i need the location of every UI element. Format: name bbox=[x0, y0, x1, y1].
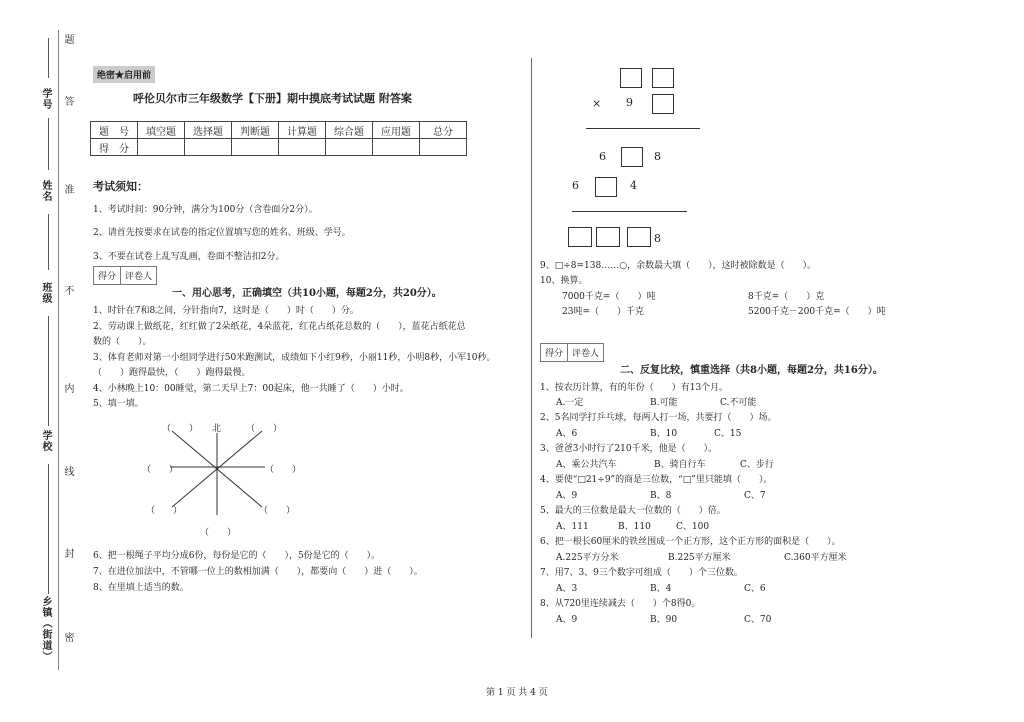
choice-option[interactable]: C、100 bbox=[676, 522, 710, 532]
question-item: 8、在里填上适当的数。 bbox=[93, 583, 189, 593]
compass-blank-s[interactable]: （ ） bbox=[200, 528, 237, 538]
score-header-cell: 选择题 bbox=[185, 122, 232, 139]
question-item: 2、劳动课上做纸花，红红做了2朵纸花，4朵蓝花，红花占纸花总数的（ ），蓝花占纸花总 bbox=[93, 322, 466, 332]
question-item: 10、换算。 bbox=[540, 276, 588, 286]
choice-option[interactable]: A、9 bbox=[556, 491, 578, 501]
grader-score-label: 得分 bbox=[94, 267, 121, 284]
choice-option[interactable]: B.可能 bbox=[650, 398, 678, 408]
page-title: 呼伦贝尔市三年级数学【下册】期中摸底考试试题 附答案 bbox=[133, 92, 412, 105]
result-line bbox=[586, 128, 700, 129]
choice-option[interactable]: A.一定 bbox=[556, 398, 584, 408]
choice-option[interactable]: C、15 bbox=[714, 429, 742, 439]
choice-option[interactable]: A、6 bbox=[556, 429, 578, 439]
seal-char: 准 bbox=[62, 184, 73, 195]
question-item: 7、在进位加法中，不管哪一位上的数相加满（ ），都要向（ ）进（ ）。 bbox=[93, 567, 423, 577]
partial-digit: 8 bbox=[654, 150, 661, 163]
choice-option[interactable]: A、乘公共汽车 bbox=[556, 460, 617, 470]
conversion-item: 23吨=（ ）千克 bbox=[562, 307, 644, 317]
notice-title: 考试须知： bbox=[93, 180, 148, 193]
score-cell[interactable] bbox=[420, 139, 467, 156]
choice-option[interactable]: B、骑自行车 bbox=[654, 460, 706, 470]
compass-blank-ne[interactable]: （ ） bbox=[246, 424, 283, 434]
seal-char: 封 bbox=[62, 548, 73, 559]
question-item: 3、体育老师对第一小组同学进行50米跑测试，成绩如下小红9秒，小丽11秒，小明8秒，小军10秒。 bbox=[93, 353, 496, 363]
score-row-label: 得 分 bbox=[91, 139, 138, 156]
margin-blank-line bbox=[48, 464, 49, 594]
choice-option[interactable]: C、70 bbox=[744, 615, 772, 625]
choice-option[interactable]: C、7 bbox=[744, 491, 766, 501]
score-cell[interactable] bbox=[232, 139, 279, 156]
seal-char: 密 bbox=[62, 632, 73, 643]
times-sign: × bbox=[592, 97, 602, 110]
margin-blank-line bbox=[48, 316, 49, 426]
section1-title: 一、用心思考，正确填空（共10小题，每题2分，共20分）。 bbox=[172, 288, 442, 299]
question-item: 1、时针在7和8之间，分针指向7，这时是（ ）时（ ）分。 bbox=[93, 306, 359, 316]
choice-option[interactable]: A、9 bbox=[556, 615, 578, 625]
score-cell[interactable] bbox=[185, 139, 232, 156]
conversion-item: 8千克=（ ）克 bbox=[748, 292, 825, 302]
digit-box[interactable] bbox=[596, 227, 620, 247]
result-line bbox=[572, 211, 687, 212]
grader-reviewer-label: 评卷人 bbox=[125, 272, 153, 282]
column-divider bbox=[531, 58, 532, 638]
digit-box[interactable] bbox=[620, 68, 642, 88]
choice-option[interactable]: B、90 bbox=[650, 615, 678, 625]
notice-item: 2、请首先按要求在试卷的指定位置填写您的姓名、班级、学号。 bbox=[93, 228, 351, 238]
question-item: 6、把一根绳子平均分成6份，每份是它的（ ），5份是它的（ ）。 bbox=[93, 551, 381, 561]
question-item: 5、填一填。 bbox=[93, 399, 144, 409]
choice-option[interactable]: C、步行 bbox=[740, 460, 774, 470]
choice-option[interactable]: B.225平方厘米 bbox=[668, 553, 731, 563]
choice-option[interactable]: C.不可能 bbox=[720, 398, 757, 408]
result-digit: 8 bbox=[654, 232, 661, 245]
digit-box[interactable] bbox=[652, 94, 674, 114]
grader-box bbox=[540, 343, 604, 362]
margin-blank-line bbox=[48, 38, 49, 78]
conversion-item: 7000千克=（ ）吨 bbox=[562, 292, 656, 302]
page-footer: 第 1 页 共 4 页 bbox=[486, 688, 548, 698]
question-item: 4、小林晚上10：00睡觉，第二天早上7：00起床，他一共睡了（ ）小时。 bbox=[93, 384, 409, 394]
choice-option[interactable]: A、111 bbox=[556, 522, 589, 532]
score-cell[interactable] bbox=[138, 139, 185, 156]
margin-blank-line bbox=[48, 118, 49, 170]
question-item: 数的（ ）。 bbox=[93, 337, 152, 347]
seal-char: 线 bbox=[62, 466, 73, 477]
digit-box[interactable] bbox=[568, 227, 592, 247]
compass-blank-se[interactable]: （ ） bbox=[259, 506, 296, 516]
seal-char: 答 bbox=[62, 96, 73, 107]
choice-option[interactable]: B、110 bbox=[618, 522, 651, 532]
score-cell[interactable] bbox=[279, 139, 326, 156]
score-header-cell: 判断题 bbox=[232, 122, 279, 139]
choice-option[interactable]: A、3 bbox=[556, 584, 578, 594]
choice-option[interactable]: B、4 bbox=[650, 584, 672, 594]
binding-line bbox=[58, 30, 59, 670]
margin-label-school: 学校 bbox=[40, 430, 51, 452]
seal-char: 不 bbox=[62, 285, 73, 296]
score-table-score-row bbox=[91, 139, 467, 156]
seal-char: 内 bbox=[62, 383, 73, 394]
margin-label-township: 乡镇（街道） bbox=[40, 596, 51, 662]
choice-question: 2、5名同学打乒乓球，每两人打一场，共要打（ ）场。 bbox=[540, 413, 777, 423]
margin-label-name: 姓名 bbox=[40, 180, 51, 202]
compass-blank-e[interactable]: （ ） bbox=[265, 465, 302, 475]
score-table-header-row bbox=[91, 122, 467, 139]
digit-box[interactable] bbox=[621, 147, 643, 167]
score-header-cell: 题 号 bbox=[91, 122, 138, 139]
seal-char: 题 bbox=[62, 34, 73, 45]
compass-blank-w[interactable]: （ ） bbox=[142, 465, 179, 475]
question-item: （ ）跑得最快，（ ）跑得最慢。 bbox=[93, 368, 251, 378]
compass-figure bbox=[150, 425, 290, 535]
margin-blank-line bbox=[48, 214, 49, 270]
score-header-cell: 总分 bbox=[420, 122, 467, 139]
secret-badge: 绝密★启用前 bbox=[93, 66, 155, 83]
grader-reviewer-label: 评卷人 bbox=[572, 349, 600, 359]
compass-north-label: 北 bbox=[212, 424, 222, 434]
score-header-cell: 综合题 bbox=[326, 122, 373, 139]
choice-question: 1、按农历计算，有的年份（ ）有13个月。 bbox=[540, 383, 729, 393]
partial-digit: 6 bbox=[572, 179, 579, 192]
margin-label-class: 班级 bbox=[40, 282, 51, 304]
grader-score-label: 得分 bbox=[541, 344, 568, 361]
score-cell[interactable] bbox=[373, 139, 420, 156]
choice-question: 3、爸爸3小时行了210千米，他是（ ）。 bbox=[540, 444, 718, 454]
digit-box[interactable] bbox=[652, 68, 674, 88]
choice-option[interactable]: A.225平方分米 bbox=[556, 553, 619, 563]
choice-option[interactable]: C、6 bbox=[744, 584, 766, 594]
compass-blank-sw[interactable]: （ ） bbox=[146, 506, 183, 516]
multiplier-digit: 9 bbox=[626, 96, 633, 109]
choice-question: 8、从720里连续减去（ ）个8得0。 bbox=[540, 599, 701, 609]
choice-option[interactable]: C.360平方厘米 bbox=[784, 553, 847, 563]
conversion-item: 5200千克－200千克=（ ）吨 bbox=[748, 307, 886, 317]
score-table bbox=[90, 121, 467, 156]
choice-option[interactable]: B、8 bbox=[650, 491, 672, 501]
section2-title: 二、反复比较，慎重选择（共8小题，每题2分，共16分）。 bbox=[620, 365, 883, 376]
digit-box[interactable] bbox=[627, 227, 651, 247]
choice-option[interactable]: B、10 bbox=[650, 429, 678, 439]
score-header-cell: 填空题 bbox=[138, 122, 185, 139]
choice-question: 6、把一根长60厘米的铁丝围成一个正方形，这个正方形的面积是（ ）。 bbox=[540, 537, 841, 547]
choice-question: 5、最大的三位数是最大一位数的（ ）倍。 bbox=[540, 506, 726, 516]
notice-item: 1、考试时间：90分钟，满分为100分（含卷面分2分）。 bbox=[93, 205, 318, 215]
score-cell[interactable] bbox=[326, 139, 373, 156]
notice-item: 3、不要在试卷上乱写乱画，卷面不整洁扣2分。 bbox=[93, 252, 285, 262]
partial-digit: 6 bbox=[599, 150, 606, 163]
margin-label-student-id: 学号 bbox=[40, 88, 51, 110]
score-header-cell: 应用题 bbox=[373, 122, 420, 139]
score-header-cell: 计算题 bbox=[279, 122, 326, 139]
choice-question: 4、要使“□21÷9”的商是三位数，“□”里只能填（ ）。 bbox=[540, 475, 773, 485]
question-item: 9、□÷8=138……○，余数最大填（ ），这时被除数是（ ）。 bbox=[540, 261, 817, 271]
partial-digit: 4 bbox=[630, 179, 637, 192]
grader-box bbox=[93, 266, 157, 285]
compass-blank-nw[interactable]: （ ） bbox=[162, 424, 199, 434]
digit-box[interactable] bbox=[595, 177, 617, 197]
choice-question: 7、用7、3、9三个数字可组成（ ）个三位数。 bbox=[540, 568, 743, 578]
